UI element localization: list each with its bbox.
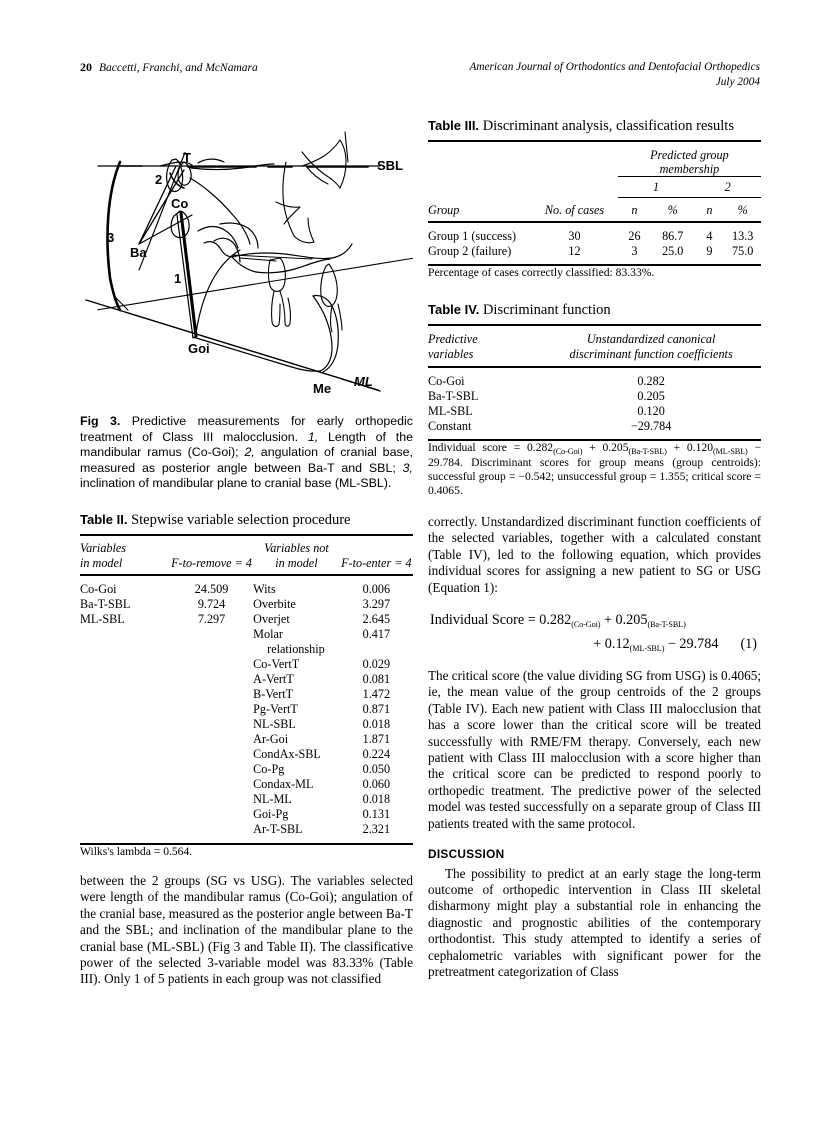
table-4-footnote-sub-2: (Ba-T-SBL)	[628, 447, 667, 456]
table-2-not-in-model-f-13: 0.060	[362, 776, 391, 791]
table-2-empty	[170, 747, 253, 762]
table-2-not-in-model-var-11: CondAx-SBL	[253, 746, 321, 761]
table-2-not-in-model-var-5: Co-VertT	[253, 656, 300, 671]
figure-caption-text-1: Predictive measurements for early orthopedic treatment of Class III malocclusion.	[80, 414, 413, 444]
table-2-not-in-model-f-16: 2.321	[362, 821, 391, 836]
figure-label-3: 3	[107, 230, 115, 245]
table-2-header-row-1	[80, 535, 413, 556]
equation-1-sub-2: (Ba-T-SBL)	[647, 620, 686, 630]
table-2-not-in-model-var-6: A-VertT	[253, 671, 294, 686]
figure-caption-text-2: Length of the mandibular ramus (Co-Goi);	[80, 429, 413, 460]
page-number: 20	[80, 60, 92, 74]
right-column	[428, 118, 761, 980]
table-2-empty	[170, 717, 253, 732]
table-2-empty	[80, 762, 170, 777]
figure-caption-label: Fig 3.	[80, 414, 121, 428]
figure-caption-item-3: 3,	[402, 460, 413, 475]
table-row	[80, 807, 413, 822]
figure-label-sbl: SBL	[377, 158, 403, 173]
table-3-spanner-header	[618, 141, 761, 176]
table-4-title	[428, 302, 761, 319]
table-row	[80, 747, 413, 762]
table-2-not-in-model-var-7: B-VertT	[253, 686, 294, 701]
table-2-not-in-model-var-0: Wits	[253, 581, 276, 596]
table-2-footnote-row	[80, 844, 413, 859]
table-row	[428, 367, 761, 389]
table-3-row0-group: Group 1 (success)	[428, 229, 516, 243]
figure-caption-text-3: angulation of cranial base, measured as posterior angle between Ba-T and SBL;	[80, 445, 413, 475]
table-2-not-in-model-f-3: 0.417	[362, 626, 391, 641]
table-3-column-header-row	[428, 198, 761, 222]
table-2-not-in-model-f-2: 2.645	[362, 611, 391, 626]
right-paragraph-1: correctly. Unstandardized discriminant function coefficients of the selected variables, together with a calculated constant (Table IV), led to the following equation, which provides individual scores for assigning a new patient to SG or USG (Equation 1):	[428, 514, 761, 595]
table-4-row0-variable: Co-Goi	[428, 374, 465, 388]
table-3-label: Table III.	[428, 118, 480, 133]
table-4-footnote-row	[428, 440, 761, 498]
table-3-body	[428, 222, 761, 265]
right-paragraph-2: The critical score (the value dividing SG from USG) is 0.4065; ie, the mean value of the group centroids of the 2 groups (Table IV). Each new patient with Class III malocclusion that has a score lower than the critical score will be treated successfully with RME/FM therapy. Conversely, each new patient with Class III malocclusion with a score higher than the critical score can be predicted to respond poorly to orthopedic treatment. The predictive power of the selected model was tested successfully on a separate group of Class III patients treated with the same protocol.	[428, 668, 761, 831]
table-2	[80, 534, 413, 859]
table-3-name: Discriminant analysis, classification results	[479, 118, 734, 134]
table-2-empty	[80, 747, 170, 762]
table-2-not-in-model-var-9: NL-SBL	[253, 716, 296, 731]
table-3-footnote-row	[428, 265, 761, 280]
table-3-row0-pct1: 86.7	[662, 229, 684, 243]
table-4-body	[428, 367, 761, 440]
table-4-col2-header-line1: Unstandardized canonical	[586, 332, 716, 346]
table-row	[80, 597, 413, 612]
table-2-not-in-model-var-12: Co-Pg	[253, 761, 285, 776]
table-2-body	[80, 575, 413, 844]
figure-label-co: Co	[171, 196, 189, 211]
table-4	[428, 324, 761, 498]
table-2-not-in-model-f-4	[340, 642, 413, 657]
cephalometric-tracing-svg	[80, 118, 413, 406]
figure-label-goi: Goi	[188, 341, 210, 356]
table-row	[428, 419, 761, 440]
table-4-col1-header-line2: variables	[428, 347, 474, 361]
table-2-empty	[170, 732, 253, 747]
figure-caption-item-1: 1,	[307, 429, 319, 444]
table-3-foot	[428, 265, 761, 280]
equation-1-mid: + 0.205	[600, 612, 648, 629]
issue-date: July 2004	[715, 76, 760, 88]
table-2-header-row-2	[80, 556, 413, 575]
table-3-group1-header: 1	[653, 180, 660, 194]
table-2-empty	[170, 762, 253, 777]
figure-label-ba: Ba	[130, 245, 147, 260]
equation-1-line-1	[428, 609, 761, 633]
table-2-col1-header-line1: Variables	[80, 540, 127, 555]
table-2-not-in-model-f-9: 0.018	[362, 716, 391, 731]
table-2-empty	[170, 642, 253, 657]
equation-1-sub-3: (ML-SBL)	[629, 644, 665, 654]
table-2-spacer-a	[170, 535, 253, 556]
table-3-row1-n2: 9	[706, 244, 713, 258]
figure-3-caption	[80, 414, 413, 492]
table-4-footnote-sub-1: (Co-Goi)	[553, 447, 583, 456]
table-row	[428, 404, 761, 419]
table-3-block	[428, 118, 761, 280]
table-2-block	[80, 512, 413, 859]
table-3-spanner-line1: Predicted group	[650, 148, 729, 162]
table-2-not-in-model-var-15: Goi-Pg	[253, 806, 289, 821]
table-3-n1-header: n	[631, 203, 638, 217]
table-row	[80, 612, 413, 627]
table-2-empty	[80, 642, 170, 657]
table-2-empty	[80, 777, 170, 792]
table-2-in-model-var-1: Ba-T-SBL	[80, 596, 131, 611]
table-2-name: Stepwise variable selection procedure	[127, 511, 351, 528]
table-4-row2-variable: ML-SBL	[428, 404, 473, 418]
table-row	[80, 822, 413, 844]
left-column	[80, 118, 413, 988]
table-2-not-in-model-f-7: 1.472	[362, 686, 391, 701]
figure-label-ml: ML	[354, 374, 373, 389]
table-2-empty	[80, 822, 170, 844]
table-2-in-model-f-0: 24.509	[194, 581, 229, 596]
table-2-empty	[170, 702, 253, 717]
table-2-not-in-model-f-11: 0.224	[362, 746, 391, 761]
table-4-row0-coefficient: 0.282	[637, 374, 665, 388]
table-3-spanner-line2: membership	[659, 162, 720, 176]
table-2-not-in-model-var-3: Molar	[253, 626, 283, 641]
table-2-not-in-model-var-14: NL-ML	[253, 791, 292, 806]
table-3-cases-header: No. of cases	[544, 203, 605, 217]
table-2-label: Table II.	[80, 511, 128, 527]
table-2-in-model-f-2: 7.297	[197, 611, 226, 626]
table-2-not-in-model-f-6: 0.081	[362, 671, 391, 686]
table-2-not-in-model-f-5: 0.029	[362, 656, 391, 671]
table-row	[80, 627, 413, 642]
table-4-row3-coefficient: −29.784	[630, 419, 672, 433]
table-2-empty	[170, 792, 253, 807]
table-2-empty	[170, 672, 253, 687]
table-3-row1-cases: 12	[568, 244, 581, 258]
table-2-empty	[170, 687, 253, 702]
table-row	[428, 222, 761, 244]
figure-label-1: 1	[174, 271, 182, 286]
table-3-row0-cases: 30	[568, 229, 581, 243]
table-row	[80, 702, 413, 717]
equation-1-line-2	[428, 633, 761, 657]
figure-caption-text-4: inclination of mandibular plane to cranial base (ML-SBL).	[80, 476, 392, 491]
running-head-authors: Baccetti, Franchi, and McNamara	[99, 62, 258, 74]
right-body-text	[428, 514, 761, 980]
table-2-empty	[80, 672, 170, 687]
table-3-row1-pct2: 75.0	[732, 244, 754, 258]
figure-label-t: T	[183, 150, 191, 165]
table-4-row3-variable: Constant	[428, 419, 472, 433]
table-2-col3-header-line1: Variables not	[264, 540, 329, 555]
table-3-pct2-header: %	[737, 203, 748, 217]
table-3-group-header: Group	[428, 203, 460, 217]
table-2-col2-header: F-to-remove = 4	[171, 555, 252, 570]
table-3-row0-n2: 4	[706, 229, 713, 243]
running-head-left	[80, 60, 258, 75]
table-row	[80, 657, 413, 672]
table-2-empty	[170, 807, 253, 822]
table-2-empty	[80, 792, 170, 807]
table-4-footnote-pre: Individual score = 0.282	[428, 441, 554, 454]
right-paragraph-3: The possibility to predict at an early stage the long-term outcome of orthopedic intervention in Class III skeletal disharmony might play a substantial role in enhancing the diagnostic and prognostic abilities of the contemporary orthodontist. This study attempted to identify a series of cephalometric variables with significant power for the pretreatment categorization of Class	[428, 865, 761, 979]
table-row	[80, 792, 413, 807]
table-2-not-in-model-f-12: 0.050	[362, 761, 391, 776]
table-3-spanner-row	[428, 141, 761, 176]
table-4-footnote-post: − 29.784. Discriminant scores for group means (group centroids): successful group = −0.542; unsuccessful group = 1.355; critical score = 0.4065.	[428, 441, 762, 497]
table-2-not-in-model-var-13: Condax-ML	[253, 776, 314, 791]
table-4-row2-coefficient: 0.120	[637, 404, 665, 418]
table-4-footnote-sub-3: (ML-SBL)	[713, 447, 748, 456]
table-2-foot	[80, 844, 413, 859]
equation-1-line2-post: − 29.784	[664, 636, 719, 653]
table-2-empty	[80, 807, 170, 822]
table-2-col4-header: F-to-enter = 4	[341, 555, 412, 570]
table-2-not-in-model-var-8: Pg-VertT	[253, 701, 298, 716]
table-2-empty	[80, 627, 170, 642]
table-2-empty	[170, 822, 253, 844]
table-2-not-in-model-var-10: Ar-Goi	[253, 731, 289, 746]
table-2-empty	[170, 777, 253, 792]
table-4-foot	[428, 440, 761, 498]
table-3-title	[428, 118, 761, 135]
equation-1-sub-1: (Co-Goi)	[571, 620, 601, 630]
journal-title: American Journal of Orthodontics and Dentofacial Orthopedics	[469, 61, 760, 73]
table-2-title	[80, 512, 413, 529]
table-2-in-model-f-1: 9.724	[197, 596, 226, 611]
table-row	[80, 687, 413, 702]
table-2-not-in-model-f-8: 0.871	[362, 701, 391, 716]
table-2-footnote: Wilks's lambda = 0.564.	[80, 844, 193, 858]
figure-3	[80, 118, 413, 406]
table-2-not-in-model-f-14: 0.018	[362, 791, 391, 806]
table-4-header-row-1	[428, 325, 761, 347]
table-4-header-row-2	[428, 347, 761, 367]
table-3	[428, 140, 761, 280]
table-2-empty	[80, 732, 170, 747]
table-4-col2-header-line2: discriminant function coefficients	[569, 347, 733, 361]
table-3-spacer-c	[428, 177, 618, 197]
table-row	[80, 762, 413, 777]
table-3-pct1-header: %	[667, 203, 678, 217]
running-head-right	[469, 60, 760, 90]
table-4-col1-header-line1: Predictive	[428, 332, 478, 346]
table-2-col3-header-line2: in model	[275, 555, 318, 570]
table-3-spacer-a	[428, 141, 618, 176]
table-2-not-in-model-f-10: 1.871	[362, 731, 391, 746]
table-row	[80, 575, 413, 597]
table-4-row1-variable: Ba-T-SBL	[428, 389, 479, 403]
figure-label-2: 2	[155, 172, 163, 187]
left-body-text	[80, 873, 413, 988]
table-2-not-in-model-var-2: Overjet	[253, 611, 290, 626]
figure-caption-item-2: 2,	[244, 445, 255, 460]
table-4-row1-coefficient: 0.205	[637, 389, 665, 403]
table-3-row1-group: Group 2 (failure)	[428, 244, 512, 258]
table-row	[80, 777, 413, 792]
table-2-in-model-var-0: Co-Goi	[80, 581, 117, 596]
table-2-spacer-b	[340, 535, 413, 556]
table-2-empty	[80, 687, 170, 702]
table-3-row1-pct1: 25.0	[662, 244, 684, 258]
equation-1-pre: Individual Score = 0.282	[430, 612, 572, 629]
table-3-row0-pct2: 13.3	[732, 229, 754, 243]
table-4-footnote	[428, 440, 761, 498]
table-3-n2-header: n	[706, 203, 713, 217]
equation-1-number: (1)	[740, 636, 757, 653]
table-2-not-in-model-var-4: relationship	[267, 641, 325, 656]
table-row	[428, 389, 761, 404]
table-3-row1-n1: 3	[631, 244, 638, 258]
table-3-group-number-row	[428, 177, 761, 197]
table-4-footnote-mid-1: + 0.205	[582, 441, 629, 454]
table-2-empty	[80, 657, 170, 672]
table-2-not-in-model-var-16: Ar-T-SBL	[253, 821, 303, 836]
table-3-row0-n1: 26	[628, 229, 641, 243]
figure-label-me: Me	[313, 381, 332, 396]
table-2-not-in-model-f-1: 3.297	[362, 596, 391, 611]
table-row	[428, 244, 761, 265]
table-3-footnote: Percentage of cases correctly classified: 83.33%.	[428, 266, 655, 279]
table-4-name: Discriminant function	[479, 302, 611, 318]
table-2-empty	[80, 717, 170, 732]
table-row	[80, 642, 413, 657]
table-2-not-in-model-f-15: 0.131	[362, 806, 391, 821]
table-2-empty	[170, 627, 253, 642]
equation-1-line2-pre: + 0.12	[593, 636, 630, 653]
table-row	[80, 717, 413, 732]
table-2-empty	[170, 657, 253, 672]
table-2-in-model-var-2: ML-SBL	[80, 611, 125, 626]
table-row	[80, 732, 413, 747]
table-3-group2-header: 2	[724, 180, 731, 194]
left-paragraph-1: between the 2 groups (SG vs USG). The variables selected were length of the mandibular ramus (Co-Goi); angulation of the cranial base, measured as the posterior angle between Ba-T and the SBL; and inclination of the mandibular plane to the cranial base (ML-SBL) (Fig 3 and Table II). The classificative power of the selected 3-variable model was 83.33% (Table III). Only 1 of 5 patients in each group was not classified	[80, 872, 413, 987]
table-4-label: Table IV.	[428, 302, 480, 317]
table-4-block	[428, 302, 761, 498]
table-2-not-in-model-var-1: Overbite	[253, 596, 296, 611]
equation-1	[428, 609, 761, 657]
table-2-col1-header-line2: in model	[80, 555, 123, 570]
table-row	[80, 672, 413, 687]
running-head	[80, 60, 760, 96]
table-2-empty	[80, 702, 170, 717]
table-2-not-in-model-f-0: 0.006	[362, 581, 391, 596]
table-4-footnote-mid-2: + 0.120	[666, 441, 713, 454]
section-heading-discussion: DISCUSSION	[428, 847, 505, 862]
